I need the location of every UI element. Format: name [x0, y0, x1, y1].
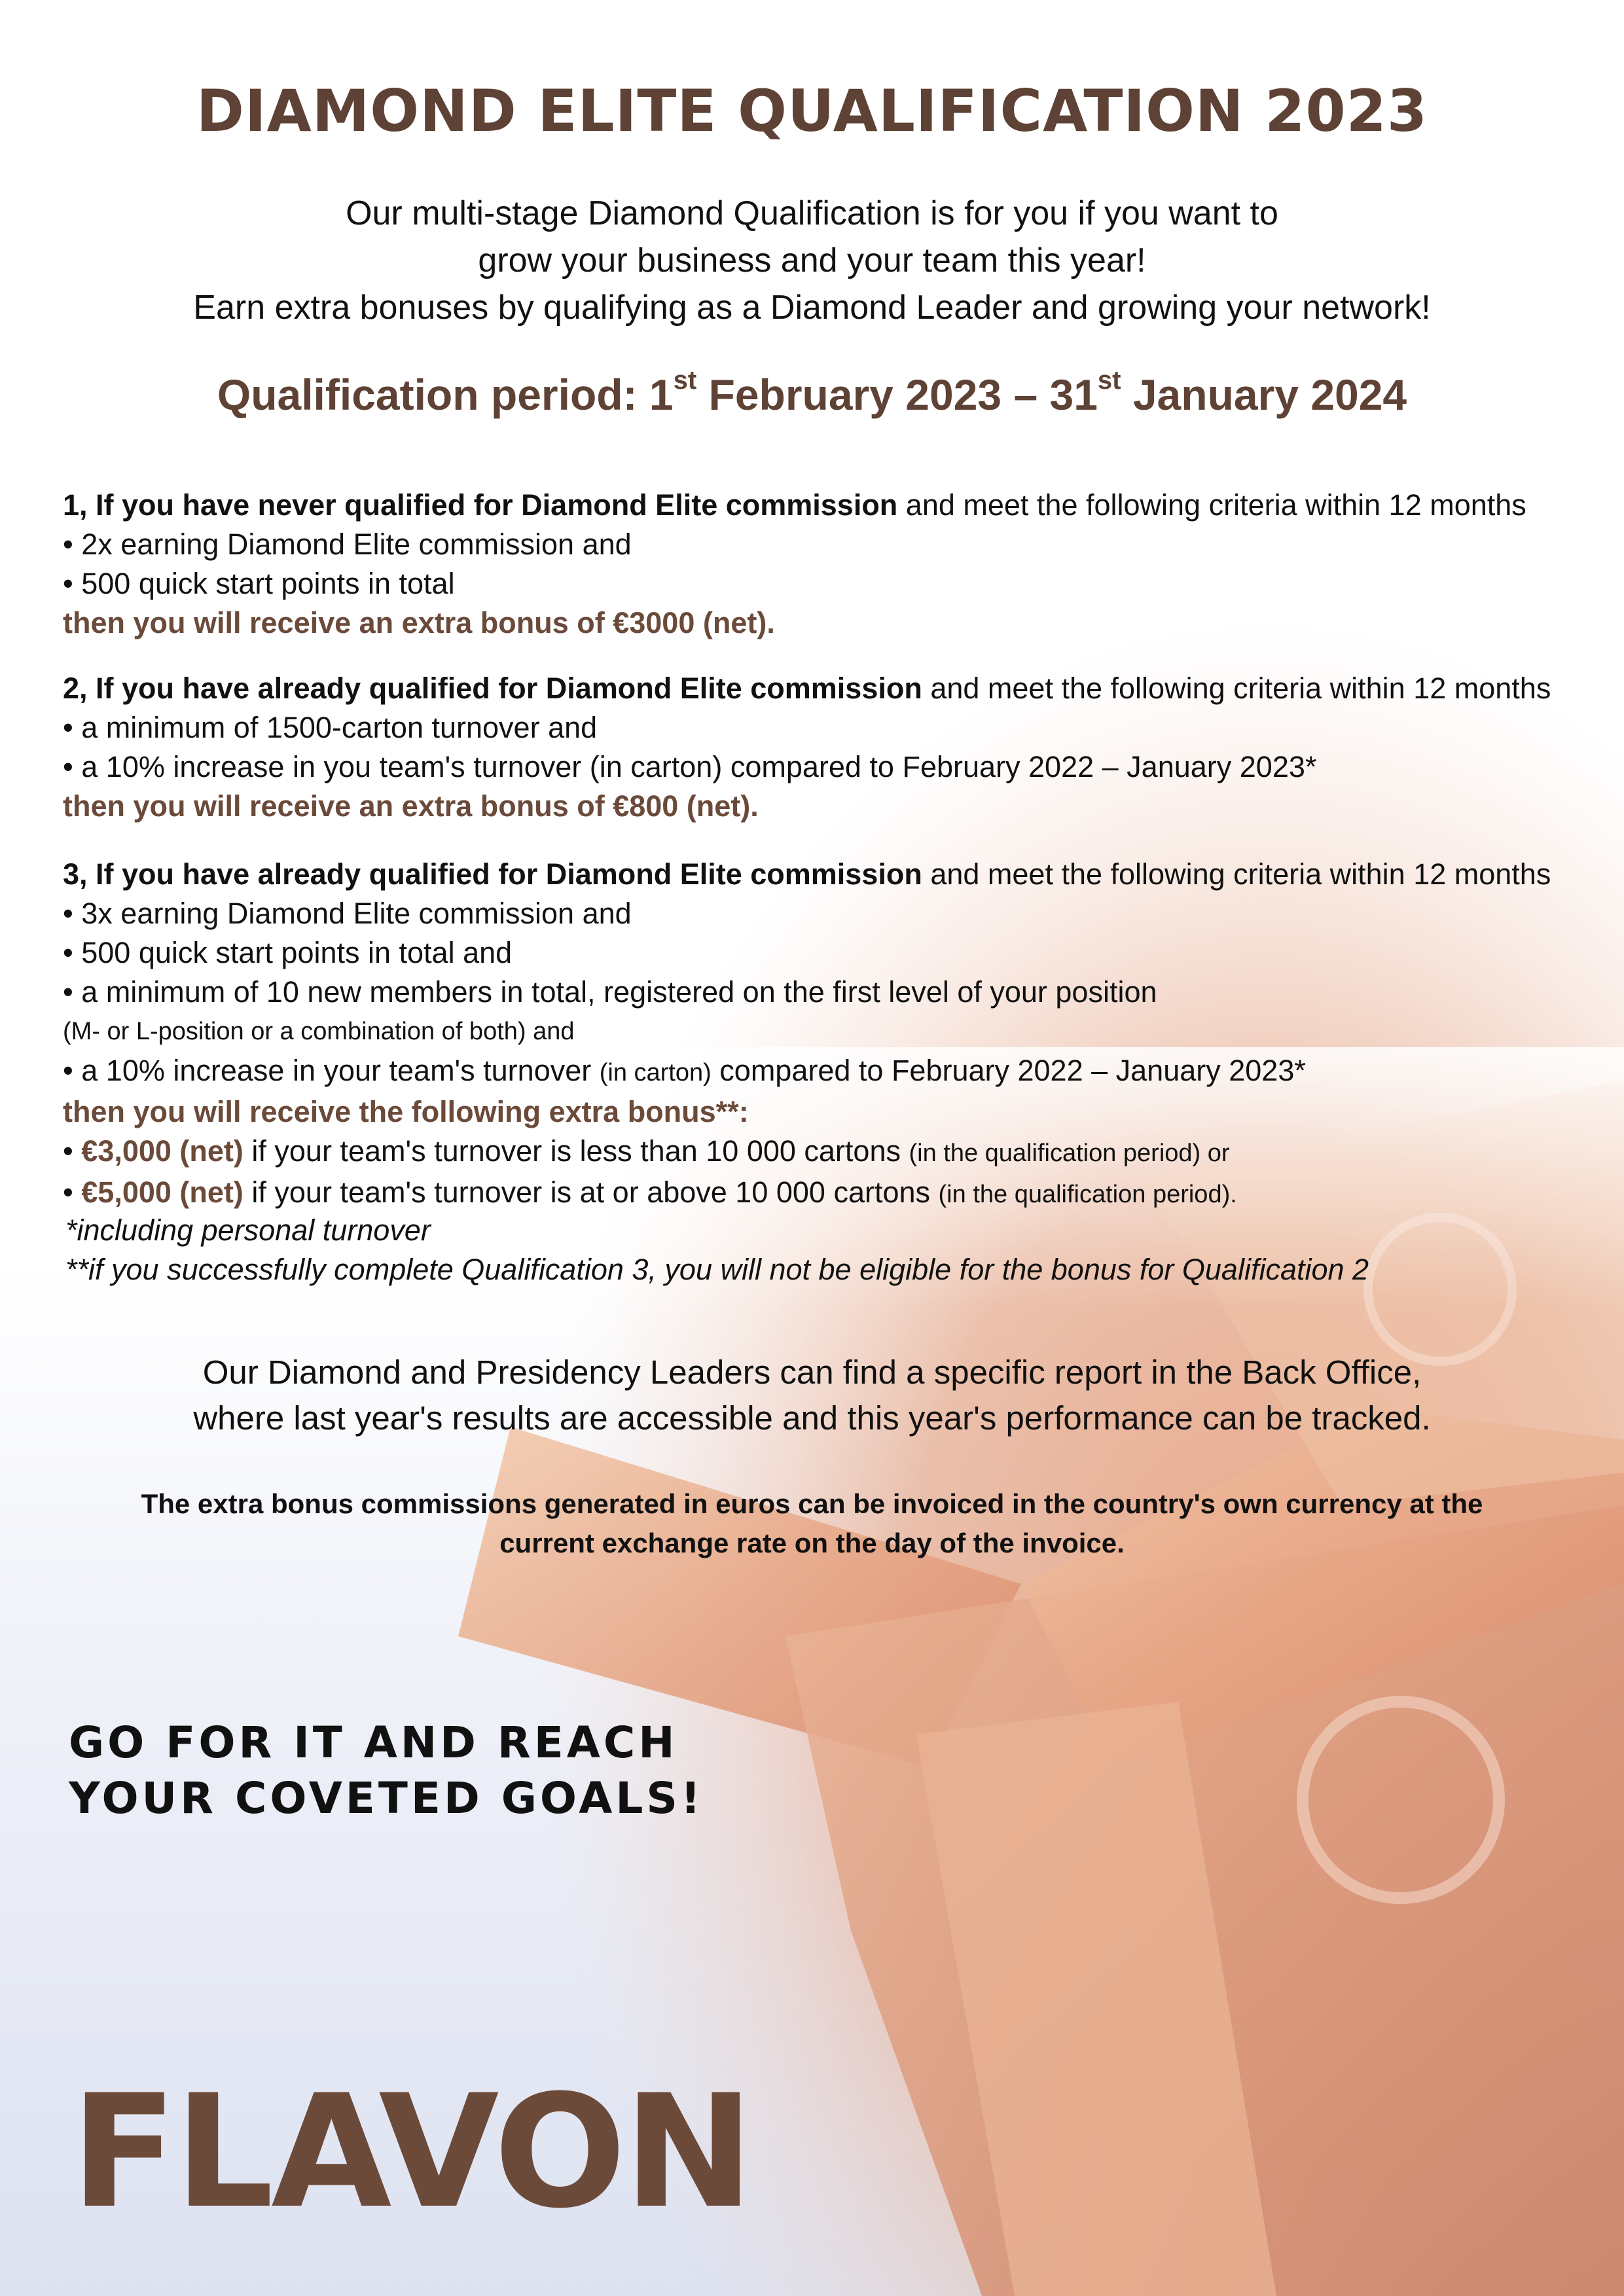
bonus-tier — [63, 1173, 1568, 1214]
bullet: • — [63, 1175, 82, 1209]
criteria-note: (M- or L-position or a combination of both) and — [63, 1018, 575, 1045]
invoice-note — [0, 1484, 1624, 1563]
criteria-item — [63, 1051, 1568, 1092]
bonus-result: then you will receive an extra bonus of €3000 (net). — [63, 606, 775, 639]
period-middle: February 2023 – 31 — [696, 370, 1098, 419]
invoice-line: current exchange rate on the day of the invoice. — [499, 1528, 1125, 1558]
qualification-heading — [63, 669, 1568, 708]
footnotes — [65, 1211, 1369, 1289]
intro-text — [0, 190, 1624, 331]
footnote: **if you successfully complete Qualification 3, you will not be eligible for the bonus for Qualification 2 — [65, 1253, 1369, 1286]
bonus-condition-small: (in the qualification period) or — [909, 1139, 1230, 1167]
heading-rest: and meet the following criteria within 12 months — [897, 488, 1526, 522]
intro-line: Our multi-stage Diamond Qualification is for you if you want to — [346, 194, 1278, 232]
bonus-condition-small: (in the qualification period). — [938, 1181, 1237, 1208]
criteria-text: • a 10% increase in your team's turnover — [63, 1054, 600, 1087]
invoice-line: The extra bonus commissions generated in euros can be invoiced in the country's own currency at the — [141, 1488, 1483, 1519]
info-line: Our Diamond and Presidency Leaders can find a specific report in the Back Office, — [202, 1354, 1422, 1391]
heading-rest: and meet the following criteria within 12 months — [922, 672, 1551, 705]
bonus-amount: €5,000 (net) — [81, 1175, 244, 1209]
qualification-1 — [63, 486, 1568, 643]
qualification-period — [0, 366, 1624, 420]
intro-line: Earn extra bonuses by qualifying as a Diamond Leader and growing your network! — [193, 289, 1431, 327]
back-office-info — [0, 1350, 1624, 1441]
page-title: DIAMOND ELITE QUALIFICATION 2023 — [196, 77, 1428, 145]
info-line: where last year's results are accessible and this year's performance can be tracked. — [193, 1399, 1431, 1437]
qualification-heading — [63, 855, 1568, 894]
heading-rest: and meet the following criteria within 12 months — [922, 857, 1551, 891]
slogan-line: YOUR COVETED GOALS! — [69, 1773, 704, 1823]
criteria-item: • 2x earning Diamond Elite commission and — [63, 528, 632, 561]
criteria-small: (in carton) — [599, 1059, 712, 1086]
period-prefix: Qualification period: 1 — [217, 370, 674, 419]
flavon-logo: FLAVON — [71, 2062, 751, 2243]
period-ordinal: st — [673, 366, 697, 395]
bonus-condition: if your team's turnover is at or above 10 000 cartons — [243, 1175, 939, 1209]
qualification-heading — [63, 486, 1568, 525]
criteria-item: • a minimum of 10 new members in total, registered on the first level of your position — [63, 975, 1157, 1009]
heading-bold: 3, If you have already qualified for Diamond Elite commission — [63, 857, 922, 891]
slogan-line: GO FOR IT AND REACH — [69, 1717, 678, 1768]
bonus-tier — [63, 1132, 1568, 1173]
qualification-2 — [63, 669, 1568, 826]
qualification-3 — [63, 855, 1568, 1214]
criteria-text: compared to February 2022 – January 2023* — [711, 1054, 1306, 1087]
bonus-result: then you will receive the following extra bonus**: — [63, 1095, 749, 1128]
intro-line: grow your business and your team this year! — [478, 242, 1146, 279]
criteria-item: • 500 quick start points in total and — [63, 936, 513, 969]
motivational-slogan — [69, 1715, 704, 1826]
heading-bold: 1, If you have never qualified for Diamond Elite commission — [63, 488, 898, 522]
heading-bold: 2, If you have already qualified for Diamond Elite commission — [63, 672, 922, 705]
bonus-condition: if your team's turnover is less than 10 000 cartons — [243, 1134, 909, 1168]
bullet: • — [63, 1134, 82, 1168]
criteria-item: • 3x earning Diamond Elite commission and — [63, 897, 632, 930]
period-suffix: January 2024 — [1121, 370, 1407, 419]
period-ordinal: st — [1097, 366, 1121, 395]
criteria-item: • a 10% increase in you team's turnover (in carton) compared to February 2022 – January 2023* — [63, 750, 1317, 783]
criteria-item: • 500 quick start points in total — [63, 567, 455, 600]
footnote: *including personal turnover — [65, 1213, 431, 1247]
bonus-result: then you will receive an extra bonus of €800 (net). — [63, 789, 759, 823]
criteria-item: • a minimum of 1500-carton turnover and — [63, 711, 598, 744]
bonus-amount: €3,000 (net) — [81, 1134, 244, 1168]
